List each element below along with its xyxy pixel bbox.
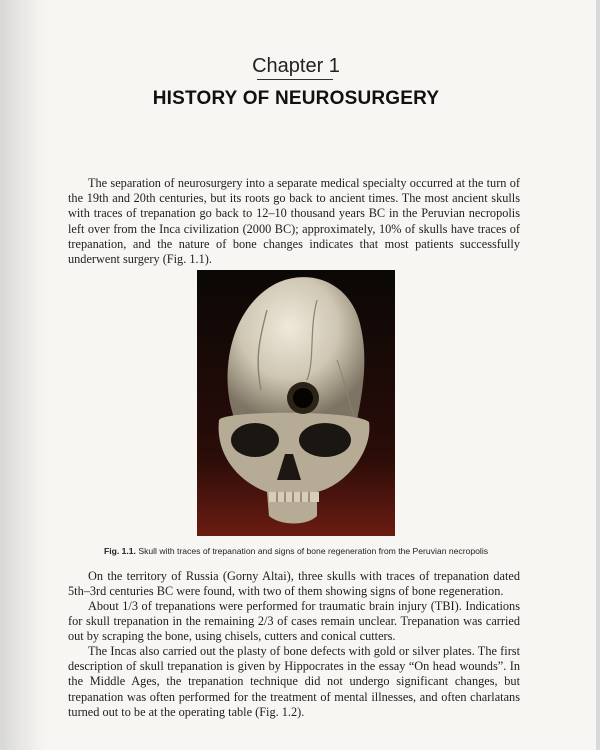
skull-illustration <box>197 270 395 536</box>
skull-photo <box>197 270 395 536</box>
paragraph-incas: The Incas also carried out the plasty of bone defects with gold or silver plates. The first description of skull trepanation is given by Hippocrates in the essay “On head wounds”. In the Middle Ages, the trepanation technique did not undergo significant changes, but trepanation was often performed for the treatment of mental illnesses, and often charlatans turned out to be at the operating table (Fig. 1.2). <box>68 644 520 719</box>
book-page <box>6 0 596 750</box>
figure-caption <box>6 546 586 556</box>
figure-caption-text: Skull with traces of trepanation and signs of bone regeneration from the Peruvian necropolis <box>138 546 489 556</box>
chapter-underline <box>257 79 333 80</box>
chapter-label: Chapter 1 <box>252 55 340 77</box>
figure-label: Fig. 1.1. <box>103 546 136 556</box>
paragraph-russia: On the territory of Russia (Gorny Altai), three skulls with traces of trepanation dated 5th–3rd centuries BC were found, with two of them showing signs of bone regeneration. <box>68 569 520 599</box>
paragraph-indications: About 1/3 of trepanations were performed for traumatic brain injury (TBI). Indications for skull trepanation in the remaining 2/3 of cases remain unclear. Trepanation was carried out by scraping the bone, using chisels, cutters and conical cutters. <box>68 599 520 644</box>
paragraph-intro: The separation of neurosurgery into a separate medical specialty occurred at the turn of the 19th and 20th centuries, but its roots go back to ancient times. The most ancient skulls with traces of trepanation go back to 12–10 thousand years BC in the Peruvian necropolis left over from the Inca civilization (2000 BC); approximately, 10% of skulls have traces of trepanation, and the nature of bone changes indicates that most patients successfully underwent surgery (Fig. 1.1). <box>68 176 520 267</box>
chapter-title: HISTORY OF NEUROSURGERY <box>152 88 440 109</box>
